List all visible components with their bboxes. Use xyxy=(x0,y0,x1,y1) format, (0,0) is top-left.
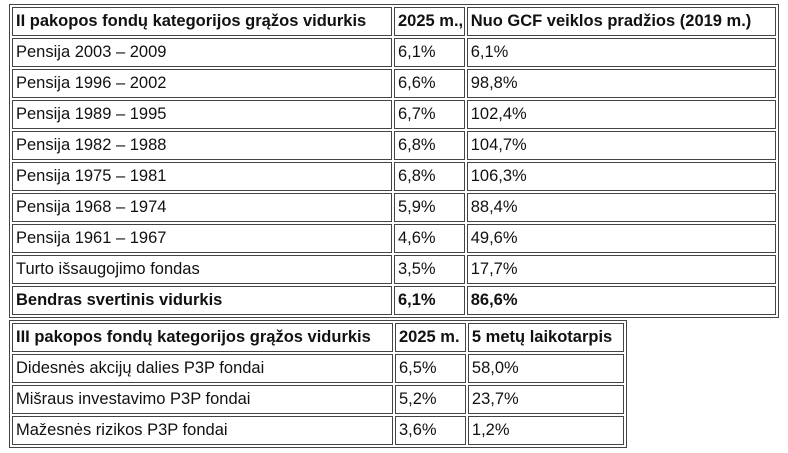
return-2025: 3,5% xyxy=(394,255,465,284)
header-year: 2025 m., xyxy=(394,7,465,36)
return-since-start: 88,4% xyxy=(467,193,776,222)
table-row xyxy=(12,38,776,67)
fund-name: Pensija 1996 – 2002 xyxy=(12,69,392,98)
return-five-year: 58,0% xyxy=(468,354,624,383)
return-2025: 6,7% xyxy=(394,100,465,129)
return-since-start: 49,6% xyxy=(467,224,776,253)
total-return-2025: 6,1% xyxy=(394,286,465,315)
header-since-start: Nuo GCF veiklos pradžios (2019 m.) xyxy=(467,7,776,36)
table-row xyxy=(12,224,776,253)
return-since-start: 17,7% xyxy=(467,255,776,284)
pillar-ii-returns-table xyxy=(9,4,779,318)
fund-name: Mažesnės rizikos P3P fondai xyxy=(12,416,393,445)
return-since-start: 102,4% xyxy=(467,100,776,129)
total-return-since-start: 86,6% xyxy=(467,286,776,315)
fund-name: Pensija 1982 – 1988 xyxy=(12,131,392,160)
fund-name: Didesnės akcijų dalies P3P fondai xyxy=(12,354,393,383)
return-2025: 6,8% xyxy=(394,131,465,160)
fund-name: Pensija 1975 – 1981 xyxy=(12,162,392,191)
return-2025: 5,9% xyxy=(394,193,465,222)
return-2025: 6,1% xyxy=(394,38,465,67)
fund-name: Pensija 1968 – 1974 xyxy=(12,193,392,222)
table-row xyxy=(12,131,776,160)
pillar-iii-returns-table xyxy=(9,320,627,448)
table-header-row xyxy=(12,323,624,352)
table-row xyxy=(12,416,624,445)
header-category: II pakopos fondų kategorijos grąžos vidurkis xyxy=(12,7,392,36)
fund-name: Pensija 2003 – 2009 xyxy=(12,38,392,67)
return-2025: 6,8% xyxy=(394,162,465,191)
return-since-start: 104,7% xyxy=(467,131,776,160)
table-row xyxy=(12,193,776,222)
return-2025: 3,6% xyxy=(395,416,466,445)
header-category: III pakopos fondų kategorijos grąžos vidurkis xyxy=(12,323,393,352)
table-row xyxy=(12,255,776,284)
return-2025: 5,2% xyxy=(395,385,466,414)
return-since-start: 6,1% xyxy=(467,38,776,67)
table-row xyxy=(12,162,776,191)
table-total-row xyxy=(12,286,776,315)
total-label: Bendras svertinis vidurkis xyxy=(12,286,392,315)
table-row xyxy=(12,100,776,129)
return-since-start: 106,3% xyxy=(467,162,776,191)
return-2025: 6,5% xyxy=(395,354,466,383)
table-row xyxy=(12,385,624,414)
return-2025: 4,6% xyxy=(394,224,465,253)
fund-name: Pensija 1961 – 1967 xyxy=(12,224,392,253)
header-year: 2025 m. xyxy=(395,323,466,352)
header-five-year: 5 metų laikotarpis xyxy=(468,323,624,352)
fund-name: Mišraus investavimo P3P fondai xyxy=(12,385,393,414)
table-row xyxy=(12,354,624,383)
return-2025: 6,6% xyxy=(394,69,465,98)
return-five-year: 1,2% xyxy=(468,416,624,445)
fund-name: Pensija 1989 – 1995 xyxy=(12,100,392,129)
table-row xyxy=(12,69,776,98)
return-since-start: 98,8% xyxy=(467,69,776,98)
return-five-year: 23,7% xyxy=(468,385,624,414)
fund-name: Turto išsaugojimo fondas xyxy=(12,255,392,284)
table-header-row xyxy=(12,7,776,36)
